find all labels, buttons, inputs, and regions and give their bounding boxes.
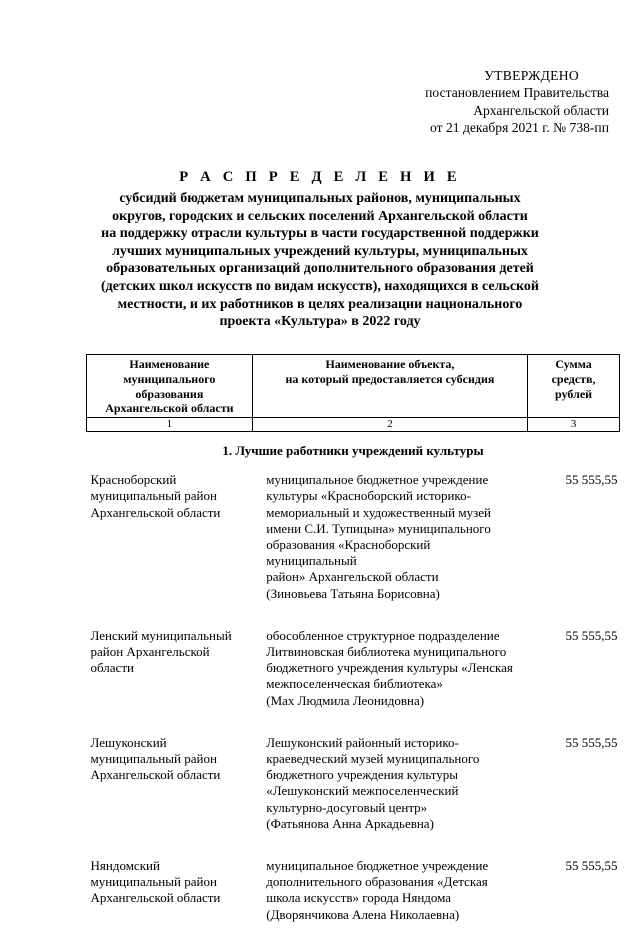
distribution-table <box>86 354 620 949</box>
municipality-cell: Ленский муниципальный район Архангельской области <box>90 627 232 676</box>
amount-cell: 55 555,55 <box>565 858 618 874</box>
object-cell: обособленное структурное подразделение Литвиновская библиотека муниципального бюджетного учреждения культуры «Ленская межпоселенческая библиотека» (Мах Людмила Леонидовна) <box>266 627 513 708</box>
table-row <box>87 735 620 858</box>
approval-word: УТВЕРЖДЕНО <box>484 68 579 83</box>
object-cell: муниципальное бюджетное учреждение культуры «Красноборский историко- мемориальный и художественный музей имени С.И. Тупицына» муниципального образования «Красноборский муниципальный район» Архангельской области (Зиновьева Татьяна Борисовна) <box>266 472 491 601</box>
table-row <box>87 628 620 735</box>
section-title: 1. Лучшие работники учреждений культуры <box>222 443 484 459</box>
municipality-cell: Няндомский муниципальный район Архангельской области <box>90 858 221 906</box>
object-cell: Лешуконский районный историко- краеведческий музей муниципального бюджетного учреждения культуры «Лешуконский межпоселенческий культурно-досуговый центр» (Фатьянова Анна Аркадьевна) <box>266 734 480 831</box>
column-number-row <box>87 418 620 432</box>
approval-line-3: от 21 декабря 2021 г. № 738-пп <box>430 120 609 136</box>
municipality-cell: Лешуконский муниципальный район Архангельской области <box>90 734 221 783</box>
header-object: Наименование объекта, на который предоставляется субсидия <box>252 355 527 418</box>
amount-cell: 55 555,55 <box>565 627 618 643</box>
header-municipality: Наименование муниципального образования Архангельской области <box>87 355 253 418</box>
table-row <box>87 472 620 628</box>
table-row <box>87 858 620 949</box>
municipality-cell: Красноборский муниципальный район Архангельской области <box>90 472 221 520</box>
object-cell: муниципальное бюджетное учреждение дополнительного образования «Детская школа искусств» города Няндома (Дворянчикова Алена Николаевна) <box>266 858 489 922</box>
document-heading <box>70 168 570 331</box>
header-amount: Сумма средств, рублей <box>528 355 620 418</box>
table-header-row <box>87 355 620 418</box>
approval-block <box>349 67 609 137</box>
document-subtitle: субсидий бюджетам муниципальных районов, муниципальных округов, городских и сельских поселений Архангельской области на поддержку отрасли культуры в части государственной поддержки лучших муниципальных учреждений культуры, муниципальных образовательных организаций дополнительного образования детей (детских школ искусств по видам искусств), находящихся в сельской местности, и их работников в целях реализации национального проекта «Культура» в 2022 году <box>101 191 539 330</box>
amount-cell: 55 555,55 <box>565 472 618 488</box>
amount-cell: 55 555,55 <box>565 734 618 750</box>
approval-line-2: Архангельской области <box>473 102 609 118</box>
section-row <box>87 432 620 473</box>
column-number: 3 <box>528 418 620 432</box>
column-number: 2 <box>252 418 527 432</box>
approval-line-1: постановлением Правительства <box>425 85 609 101</box>
column-number: 1 <box>87 418 253 432</box>
document-title: Р А С П Р Е Д Е Л Е Н И Е <box>179 169 461 185</box>
